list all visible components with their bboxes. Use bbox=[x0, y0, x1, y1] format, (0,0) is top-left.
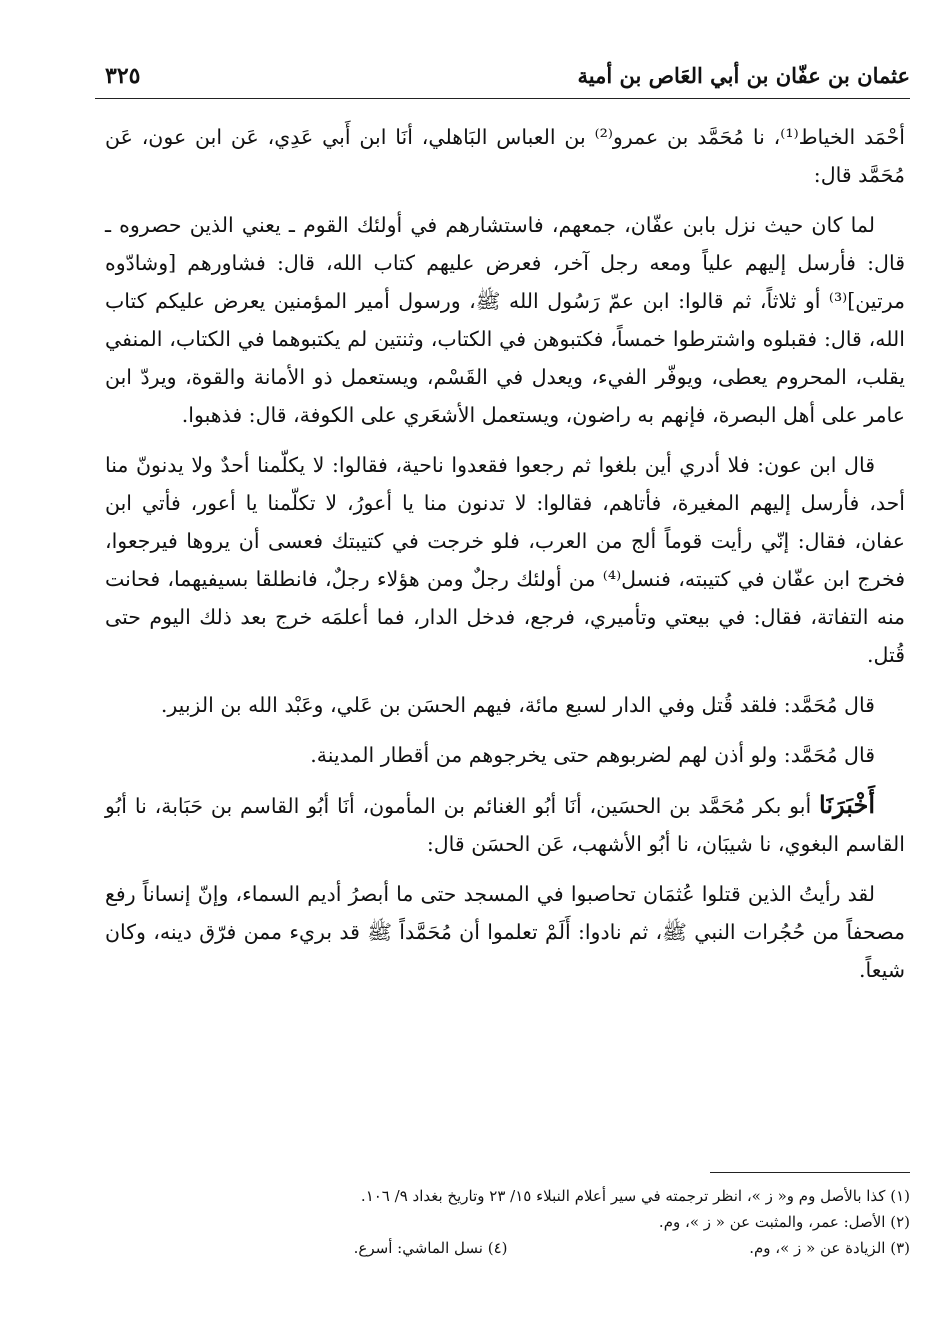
footnote-2: (٢) الأصل: عمر، والمثبت عن « ز »، وم. bbox=[658, 1213, 910, 1231]
header-rule bbox=[95, 98, 910, 99]
footnote-rule bbox=[710, 1172, 910, 1173]
paragraph-6 bbox=[105, 786, 905, 863]
paragraph-6-text: أبو بكر مُحَمَّد بن الحسَين، أنَا أبُو الغنائم بن المأمون، أنَا أبُو القاسم بن حَبَابة، نا أبُو القاسم البغوي، نا شيبَان، نا أبُو الأشهب، عَن الحسَن قال: bbox=[105, 794, 905, 856]
footnotes bbox=[105, 1183, 910, 1261]
footnote-1: (١) كذا بالأصل وم و« ز »، انظر ترجمته في سير أعلام النبلاء ١٥/ ٢٣ وتاريخ بغداد ٩/ ١٠٦. bbox=[360, 1187, 910, 1205]
paragraph-7: لقد رأيتُ الذين قتلوا عُثمَان تحاصبوا في المسجد حتى ما أبصرُ أديم السماء، وإنّ إنساناً رفع مصحفاً من حُجُرات النبي ﷺ، ثم نادوا: أَلَمْ تعلموا أن مُحَمَّداً ﷺ قد بريء ممن فرّق دينه، وكان شيعاً. bbox=[105, 882, 905, 982]
page-header bbox=[95, 55, 910, 95]
paragraph-4: قال مُحَمَّد: فلقد قُتل وفي الدار لسبع مائة، فيهم الحسَن بن عَلي، وعَبْد الله بن الزبير. bbox=[160, 693, 875, 717]
paragraph-1: أحْمَد الخياط⁽¹⁾، نا مُحَمَّد بن عمرو⁽²⁾ بن العباس البَاهلي، أنَا ابن أَبي عَدِي، عَن ابن عون، عَن مُحَمَّد قال: bbox=[105, 125, 905, 187]
running-title: عثمان بن عفّان بن أبي العَاص بن أمية bbox=[577, 63, 910, 88]
paragraph-2: لما كان حيث نزل بابن عفّان، جمعهم، فاستشارهم في أولئك القوم ـ يعني الذين حصروه ـ قال: فأرسل إليهم علياً ومعه رجل آخر، فعرض عليهم كتاب الله، قال: فشاورهم [وشادّوه مرتين]⁽³⁾ أو ثلاثاً، ثم قالوا: ابن عمّ رَسُول الله ﷺ، ورسول أمير المؤمنين يعرض عليكم كتاب الله، قال: فقبلوه واشترطوا خمساً، فكتبوهن في الكتاب، وثنتين لم يكتبوهما في الكتاب، المنفي يقلب، المحروم يعطى، ويوفّر الفيء، ويعدل في القَسْم، ويستعمل ذو الأمانة والقوة، ويردّ ابن عامر على أهل البصرة، فإنهم به راضون، ويستعمل الأشعَري على الكوفة، قال: فذهبوا. bbox=[105, 213, 905, 427]
footnote-4: (٤) نسل الماشي: أسرع. bbox=[353, 1239, 508, 1257]
main-text bbox=[105, 118, 905, 1001]
footnote-3: (٣) الزيادة عن « ز »، وم. bbox=[749, 1239, 910, 1257]
page-number: ٣٢٥ bbox=[105, 63, 141, 89]
footnote-row bbox=[105, 1235, 910, 1261]
paragraph-5: قال مُحَمَّد: ولو أذن لهم لضربوهم حتى يخرجوهم من أقطار المدينة. bbox=[310, 743, 875, 767]
paragraph-3: قال ابن عون: فلا أدري أين بلغوا ثم رجعوا فقعدوا ناحية، فقالوا: لا يكلّمنا أحدٌ ولا يدنونّ منا أحد، فأرسل إليهم المغيرة، فأتاهم، فقالوا: لا تدنون منا يا أعورُ، لا تكلّمنا يا أعور، فأتي ابن عفان، فقال: إنّي رأيت قوماً ألج من العرب، فلو خرجت في كتيبتك فعسى أن يروها فيرجعوا، فخرج ابن عفّان في كتيبته، فنسل⁽⁴⁾ من أولئك رجلٌ ومن هؤلاء رجلٌ، فانطلقا بسيفيهما، فحانت منه التفاتة، فقال: في بيعتي وتأميري، فرجع، فدخل الدار، فما أعلمَه خرج بعد ذلك اليوم حتى قُتل. bbox=[105, 453, 905, 667]
akhbarana-lead: أَخْبَرَنَا bbox=[819, 790, 875, 819]
